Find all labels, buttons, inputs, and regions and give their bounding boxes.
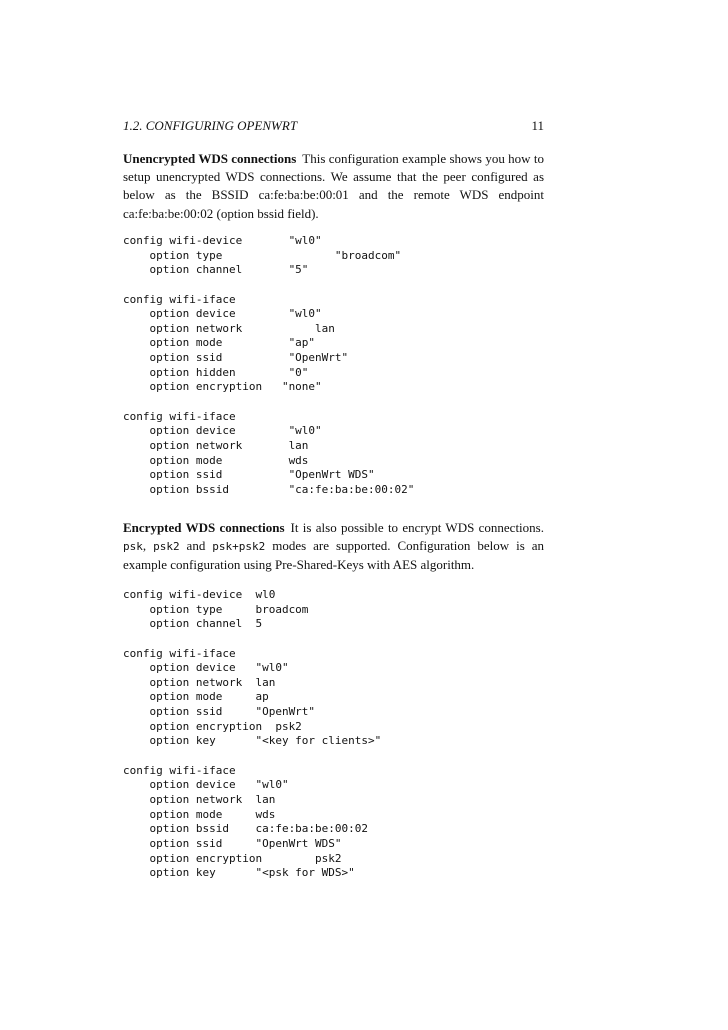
unencrypted-config-code (123, 234, 414, 498)
code-line: config wifi-device "wl0" (123, 234, 322, 247)
code-line: option network lan (123, 792, 276, 806)
encrypted-heading: Encrypted WDS connections (123, 520, 285, 535)
code-line: option device "wl0" (123, 424, 322, 438)
code-line: option hidden "0" (123, 365, 309, 379)
code-line: option bssid ca:fe:ba:be:00:02 (123, 822, 369, 836)
code-line: option encryption "none" (123, 380, 322, 394)
page-number: 11 (531, 118, 544, 133)
code-line: option ssid "OpenWrt" (123, 351, 349, 365)
code-line: option mode ap (123, 690, 269, 704)
encrypted-config-code (123, 588, 381, 881)
code-line: option ssid "OpenWrt WDS" (123, 836, 342, 850)
psk2-mode: psk2 (153, 540, 180, 554)
encrypted-body-part-1: It is also possible to encrypt WDS connections. (290, 520, 544, 535)
code-line: option device "wl0" (123, 307, 322, 321)
code-line: option channel "5" (123, 263, 309, 277)
code-line: config wifi-iface (123, 763, 236, 777)
code-line: config wifi-device wl0 (123, 588, 276, 601)
code-line (123, 749, 381, 764)
section-title: 1.2. CONFIGURING OPENWRT (123, 118, 298, 133)
psk-mode: psk (123, 540, 143, 554)
code-line: option type broadcom (123, 602, 309, 616)
encrypted-separator-2: and (179, 538, 213, 554)
code-line (123, 632, 381, 647)
code-line: config wifi-iface (123, 409, 236, 423)
code-line: option ssid "OpenWrt WDS" (123, 468, 375, 482)
code-line: option key "<psk for WDS>" (123, 866, 355, 880)
code-line: option encryption psk2 (123, 851, 342, 865)
code-line: option mode "ap" (123, 336, 316, 350)
code-line: option encryption psk2 (123, 719, 302, 733)
code-line: option type "broadcom" (123, 248, 402, 262)
code-line: option device "wl0" (123, 661, 289, 675)
psk-psk2-mode: psk+psk2 (212, 540, 266, 554)
code-line: option key "<key for clients>" (123, 734, 382, 748)
code-line: option device "wl0" (123, 778, 289, 792)
encrypted-body-part-2: modes are supported. Configuration below is an example configuration using Pre-Shared-Keys with AES algorithm. (123, 538, 544, 573)
code-line: option ssid "OpenWrt" (123, 705, 316, 719)
encrypted-separator-1: , (142, 538, 154, 554)
code-line: option mode wds (123, 807, 276, 821)
code-line: config wifi-iface (123, 646, 236, 660)
running-header (123, 117, 544, 135)
code-line: config wifi-iface (123, 292, 236, 306)
unencrypted-heading: Unencrypted WDS connections (123, 151, 297, 166)
code-line (123, 278, 414, 293)
code-line: option network lan (123, 438, 309, 452)
unencrypted-paragraph (123, 150, 544, 223)
code-line: option bssid "ca:fe:ba:be:00:02" (123, 482, 415, 496)
code-line: option network lan (123, 675, 276, 689)
code-line: option network lan (123, 321, 335, 335)
code-line: option channel 5 (123, 617, 263, 631)
code-line: option mode wds (123, 453, 309, 467)
code-line (123, 395, 414, 410)
encrypted-paragraph (123, 519, 544, 575)
unencrypted-body: This configuration example shows you how to setup unencrypted WDS connections. We assume that the peer configured as below as the BSSID ca:fe:ba:be:00:01 and the remote WDS endpoint ca:fe:ba:be:00:02 (option bssid field). (123, 151, 544, 221)
